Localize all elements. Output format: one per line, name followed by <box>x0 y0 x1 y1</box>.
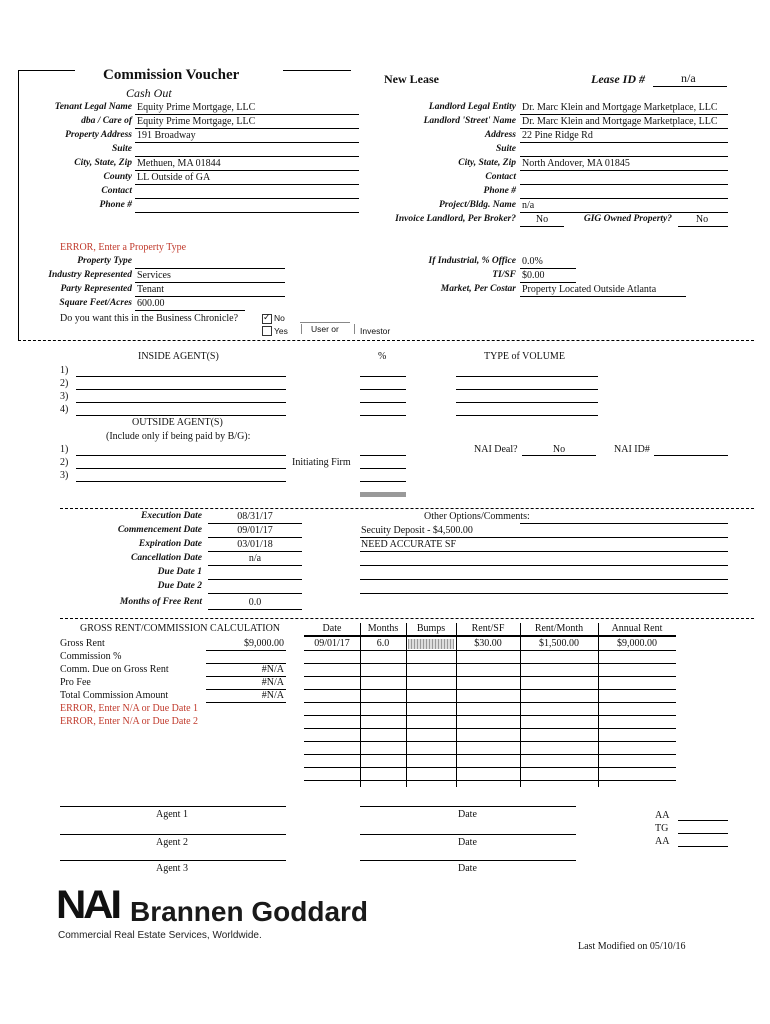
agent-1-label: Agent 1 <box>156 809 188 820</box>
party-label: Party Represented <box>60 284 132 294</box>
other-options-line-1[interactable]: Secuity Deposit - $4,500.00 <box>361 525 473 536</box>
rent-table-col-divider-3 <box>456 623 457 787</box>
user-investor-top-line <box>300 322 350 323</box>
market-line <box>520 296 686 297</box>
chronicle-no-checkbox[interactable] <box>262 314 272 324</box>
due-date-1-label: Due Date 1 <box>157 567 202 577</box>
tenant-phone-label: Phone # <box>99 200 132 210</box>
due-date-2-line <box>208 593 302 594</box>
party-value[interactable]: Tenant <box>137 284 165 295</box>
inside-volume-line-3[interactable] <box>456 402 598 403</box>
header-rule-left <box>18 70 75 71</box>
check-icon: ✓ <box>263 312 271 322</box>
calc-title: GROSS RENT/COMMISSION CALCULATION <box>80 623 281 634</box>
nai-id-label: NAI ID# <box>614 444 650 455</box>
pro-fee-label: Pro Fee <box>60 677 91 688</box>
agent-2-signature-line[interactable] <box>60 834 286 835</box>
cancellation-date-label: Cancellation Date <box>131 553 202 563</box>
tenant-dba[interactable]: Equity Prime Mortgage, LLC <box>137 116 256 127</box>
chronicle-yes-label: Yes <box>274 326 288 336</box>
cell-annual-rent[interactable]: $9,000.00 <box>617 638 657 649</box>
tenant-suite-line <box>135 156 359 157</box>
user-or-label: User or <box>311 324 339 334</box>
gross-rent-value[interactable]: $9,000.00 <box>244 638 284 649</box>
landlord-phone-label: Phone # <box>483 186 516 196</box>
lease-type: New Lease <box>384 72 439 86</box>
tenant-address-line <box>135 142 359 143</box>
property-type-label: Property Type <box>77 256 132 266</box>
property-type-line <box>135 268 285 269</box>
landlord-project-line <box>520 212 728 213</box>
gig-owned-label: GIG Owned Property? <box>583 214 672 224</box>
rent-table-row-rule-3 <box>304 676 676 677</box>
tenant-county-label: County <box>103 172 132 182</box>
outside-pct-line-1[interactable] <box>360 455 406 456</box>
rent-table-row-rule-11 <box>304 780 676 781</box>
other-options-rule-3[interactable] <box>360 565 728 566</box>
industry-label: Industry Represented <box>48 270 132 280</box>
industrial-office-line <box>520 268 576 269</box>
rent-table-row-rule-4 <box>304 689 676 690</box>
inside-pct-line-1[interactable] <box>360 376 406 377</box>
outside-agent-row-1: 1) <box>60 444 69 455</box>
nai-id-line[interactable] <box>654 455 728 456</box>
gig-owned-line <box>678 226 728 227</box>
other-options-rule-4[interactable] <box>360 579 728 580</box>
lease-id-underline <box>653 86 727 87</box>
landlord-address-label: Address <box>484 130 516 140</box>
gig-owned-value[interactable]: No <box>695 214 709 225</box>
expiration-date-line <box>208 551 302 552</box>
outside-agent-row-2: 2) <box>60 457 69 468</box>
invoice-landlord-label: Invoice Landlord, Per Broker? <box>395 214 516 224</box>
agent-3-signature-line[interactable] <box>60 860 286 861</box>
col-header-rent-sf: Rent/SF <box>471 623 505 634</box>
invoice-landlord-line <box>520 226 564 227</box>
rent-table-row-rule-9 <box>304 754 676 755</box>
outside-pct-line-2[interactable] <box>360 468 406 469</box>
tenant-address-label: Property Address <box>65 130 132 140</box>
free-rent-label: Months of Free Rent <box>119 597 202 607</box>
other-options-rule-5[interactable] <box>360 593 728 594</box>
other-options-rule-2 <box>360 551 728 552</box>
tisf-line <box>520 282 576 283</box>
tenant-county-line <box>135 184 359 185</box>
inside-agent-line-3[interactable] <box>76 402 286 403</box>
landlord-suite-line <box>520 156 728 157</box>
last-modified: Last Modified on 05/10/16 <box>578 941 686 952</box>
date-1-line[interactable] <box>360 806 576 807</box>
commencement-date[interactable]: 09/01/17 <box>237 525 273 536</box>
execution-date[interactable]: 08/31/17 <box>237 511 273 522</box>
free-rent-line <box>208 609 302 610</box>
form-subtitle: Cash Out <box>126 86 172 100</box>
date-3-line[interactable] <box>360 860 576 861</box>
outside-agent-line-3[interactable] <box>76 481 286 482</box>
chronicle-question: Do you want this in the Business Chronicle? <box>60 313 239 324</box>
rent-table-row-rule-10 <box>304 767 676 768</box>
shaded-total-cell <box>360 492 406 497</box>
tenant-contact-label: Contact <box>101 186 132 196</box>
cell-months[interactable]: 6.0 <box>376 638 390 649</box>
landlord-city-label: City, State, Zip <box>458 158 516 168</box>
section-divider-2 <box>60 508 754 509</box>
execution-date-label: Execution Date <box>141 511 202 521</box>
date-3-label: Date <box>458 863 477 874</box>
free-rent-value[interactable]: 0.0 <box>248 597 262 608</box>
tenant-legal-name-label: Tenant Legal Name <box>54 102 132 112</box>
due-date-1-line <box>208 579 302 580</box>
tenant-suite-label: Suite <box>111 144 132 154</box>
landlord-legal-entity-line <box>520 114 728 115</box>
tg-line[interactable] <box>678 833 728 834</box>
rent-table-row-rule-5 <box>304 702 676 703</box>
aa-line-2[interactable] <box>678 846 728 847</box>
tenant-county[interactable]: LL Outside of GA <box>137 172 211 183</box>
industry-line <box>135 282 285 283</box>
tenant-legal-name-line <box>135 114 359 115</box>
col-header-bumps: Bumps <box>416 623 446 634</box>
lease-id-label: Lease ID # <box>591 72 645 86</box>
landlord-contact-label: Contact <box>485 172 516 182</box>
cell-date[interactable]: 09/01/17 <box>314 638 350 649</box>
landlord-contact-line <box>520 184 728 185</box>
industry-value[interactable]: Services <box>137 270 171 281</box>
inside-pct-line-2[interactable] <box>360 389 406 390</box>
expiration-date[interactable]: 03/01/18 <box>237 539 273 550</box>
date-2-line[interactable] <box>360 834 576 835</box>
tenant-address[interactable]: 191 Broadway <box>137 130 196 141</box>
inside-agent-line-4[interactable] <box>76 415 286 416</box>
aa-label-2: AA <box>655 836 670 847</box>
sqft-label: Square Feet/Acres <box>59 298 132 308</box>
tenant-city-line <box>135 170 359 171</box>
tenant-dba-label: dba / Care of <box>81 116 132 126</box>
other-options-label: Other Options/Comments: <box>424 511 530 522</box>
landlord-street-name[interactable]: Dr. Marc Klein and Mortgage Marketplace, LLC <box>522 116 718 127</box>
inside-agent-line-1[interactable] <box>76 376 286 377</box>
tisf-label: TI/SF <box>492 270 516 280</box>
rent-table-row-rule-2 <box>304 663 676 664</box>
inside-pct-line-4[interactable] <box>360 415 406 416</box>
tenant-city[interactable]: Methuen, MA 01844 <box>137 158 221 169</box>
gross-rent-line <box>206 650 286 651</box>
col-header-rent-month: Rent/Month <box>534 623 584 634</box>
lease-id-value[interactable]: n/a <box>681 71 696 85</box>
market-label: Market, Per Costar <box>440 284 516 294</box>
nai-logo-mark: NAI <box>56 883 119 927</box>
rent-table-col-divider-2 <box>406 623 407 787</box>
nai-deal-line <box>522 455 596 456</box>
comm-due-value: #N/A <box>261 664 284 675</box>
property-type-error: ERROR, Enter a Property Type <box>60 242 187 253</box>
inside-agent-row-2: 2) <box>60 378 69 389</box>
tenant-contact-line <box>135 198 359 199</box>
rent-table-row-rule-8 <box>304 741 676 742</box>
col-header-date: Date <box>322 623 342 634</box>
cell-rent-sf[interactable]: $30.00 <box>474 638 502 649</box>
landlord-legal-entity-label: Landlord Legal Entity <box>428 102 516 112</box>
other-options-line-2[interactable]: NEED ACCURATE SF <box>361 539 457 550</box>
aa-line-1[interactable] <box>678 820 728 821</box>
investor-label: Investor <box>360 326 391 336</box>
percent-header: % <box>378 351 387 362</box>
total-commission-line <box>206 702 286 703</box>
cell-rent-month[interactable]: $1,500.00 <box>539 638 579 649</box>
agent-2-label: Agent 2 <box>156 837 188 848</box>
outside-agents-note: (Include only if being paid by B/G): <box>106 431 251 442</box>
market-value[interactable]: Property Located Outside Atlanta <box>522 284 657 295</box>
rent-table-col-divider-4 <box>520 623 521 787</box>
company-tagline: Commercial Real Estate Services, Worldwide. <box>58 930 262 941</box>
tenant-city-label: City, State, Zip <box>74 158 132 168</box>
form-left-border <box>18 70 19 340</box>
chronicle-yes-checkbox[interactable] <box>262 326 272 336</box>
gross-rent-label: Gross Rent <box>60 638 105 649</box>
initiating-firm-label: Initiating Firm <box>292 457 351 468</box>
outside-agent-row-3: 3) <box>60 470 69 481</box>
due-date-2-error: ERROR, Enter N/A or Due Date 2 <box>60 716 199 727</box>
due-date-2-label: Due Date 2 <box>157 581 202 591</box>
company-name: Brannen Goddard <box>130 896 369 927</box>
inside-pct-line-3[interactable] <box>360 402 406 403</box>
total-commission-value: #N/A <box>261 690 284 701</box>
inside-volume-line-2[interactable] <box>456 389 598 390</box>
total-commission-label: Total Commission Amount <box>60 690 169 701</box>
execution-date-line <box>208 523 302 524</box>
header-rule-mid <box>283 70 351 71</box>
landlord-city-line <box>520 170 728 171</box>
date-1-label: Date <box>458 809 477 820</box>
rent-table-row-rule-1 <box>304 650 676 651</box>
due-date-1-error: ERROR, Enter N/A or Due Date 1 <box>60 703 199 714</box>
nai-deal-label: NAI Deal? <box>474 444 518 455</box>
aa-label-1: AA <box>655 810 670 821</box>
sqft-line <box>135 310 245 311</box>
landlord-city[interactable]: North Andover, MA 01845 <box>522 158 630 169</box>
rent-table-row-rule-6 <box>304 715 676 716</box>
outside-agents-header: OUTSIDE AGENT(S) <box>132 417 223 428</box>
landlord-street-name-line <box>520 128 728 129</box>
invoice-landlord-value[interactable]: No <box>535 214 549 225</box>
agent-3-label: Agent 3 <box>156 863 188 874</box>
landlord-project-label: Project/Bldg. Name <box>438 200 516 210</box>
sqft-value[interactable]: 600.00 <box>137 298 165 309</box>
volume-header: TYPE of VOLUME <box>484 351 565 362</box>
inside-agent-row-4: 4) <box>60 404 69 415</box>
nai-deal-value[interactable]: No <box>552 444 566 455</box>
tenant-dba-line <box>135 128 359 129</box>
landlord-address[interactable]: 22 Pine Ridge Rd <box>522 130 593 141</box>
form-title: Commission Voucher <box>103 67 240 83</box>
landlord-address-line <box>520 142 728 143</box>
tenant-phone-line <box>135 212 359 213</box>
section-divider-1 <box>18 340 754 341</box>
rent-table-col-divider-1 <box>360 623 361 787</box>
inside-agents-header: INSIDE AGENT(S) <box>138 351 219 362</box>
landlord-street-name-label: Landlord 'Street' Name <box>423 116 516 126</box>
landlord-legal-entity[interactable]: Dr. Marc Klein and Mortgage Marketplace, LLC <box>522 102 718 113</box>
party-line <box>135 296 285 297</box>
col-header-months: Months <box>367 623 399 634</box>
date-2-label: Date <box>458 837 477 848</box>
cell-bumps[interactable] <box>408 639 454 649</box>
landlord-project[interactable]: n/a <box>522 200 535 211</box>
industrial-office-label: If Industrial, % Office <box>428 256 516 266</box>
cancellation-date-line <box>208 565 302 566</box>
tisf-value[interactable]: $0.00 <box>522 270 545 281</box>
expiration-date-label: Expiration Date <box>138 539 202 549</box>
inside-volume-line-4[interactable] <box>456 415 598 416</box>
pro-fee-value: #N/A <box>261 677 284 688</box>
commencement-date-label: Commencement Date <box>117 525 202 535</box>
outside-pct-line-3[interactable] <box>360 481 406 482</box>
section-divider-3 <box>60 618 754 619</box>
inside-agent-row-3: 3) <box>60 391 69 402</box>
outside-agent-line-1[interactable] <box>76 455 286 456</box>
chronicle-no-label: No <box>274 313 285 323</box>
other-options-rule-1 <box>360 537 728 538</box>
commencement-date-line <box>208 537 302 538</box>
chronicle-divider <box>301 324 302 334</box>
agent-1-signature-line[interactable] <box>60 806 286 807</box>
outside-agent-line-2[interactable] <box>76 468 286 469</box>
col-header-annual-rent: Annual Rent <box>611 623 663 634</box>
rent-table-col-divider-5 <box>598 623 599 787</box>
landlord-suite-label: Suite <box>495 144 516 154</box>
user-investor-divider <box>354 324 355 334</box>
cancellation-date[interactable]: n/a <box>248 553 262 564</box>
tg-label: TG <box>655 823 669 834</box>
rent-table-row-rule-7 <box>304 728 676 729</box>
inside-agent-row-1: 1) <box>60 365 69 376</box>
commission-pct-label: Commission % <box>60 651 122 662</box>
landlord-phone-line <box>520 198 728 199</box>
other-options-line-0[interactable] <box>520 523 728 524</box>
comm-due-label: Comm. Due on Gross Rent <box>60 664 169 675</box>
inside-volume-line-1[interactable] <box>456 376 598 377</box>
tenant-legal-name[interactable]: Equity Prime Mortgage, LLC <box>137 102 256 113</box>
industrial-office-value[interactable]: 0.0% <box>522 256 543 267</box>
inside-agent-line-2[interactable] <box>76 389 286 390</box>
